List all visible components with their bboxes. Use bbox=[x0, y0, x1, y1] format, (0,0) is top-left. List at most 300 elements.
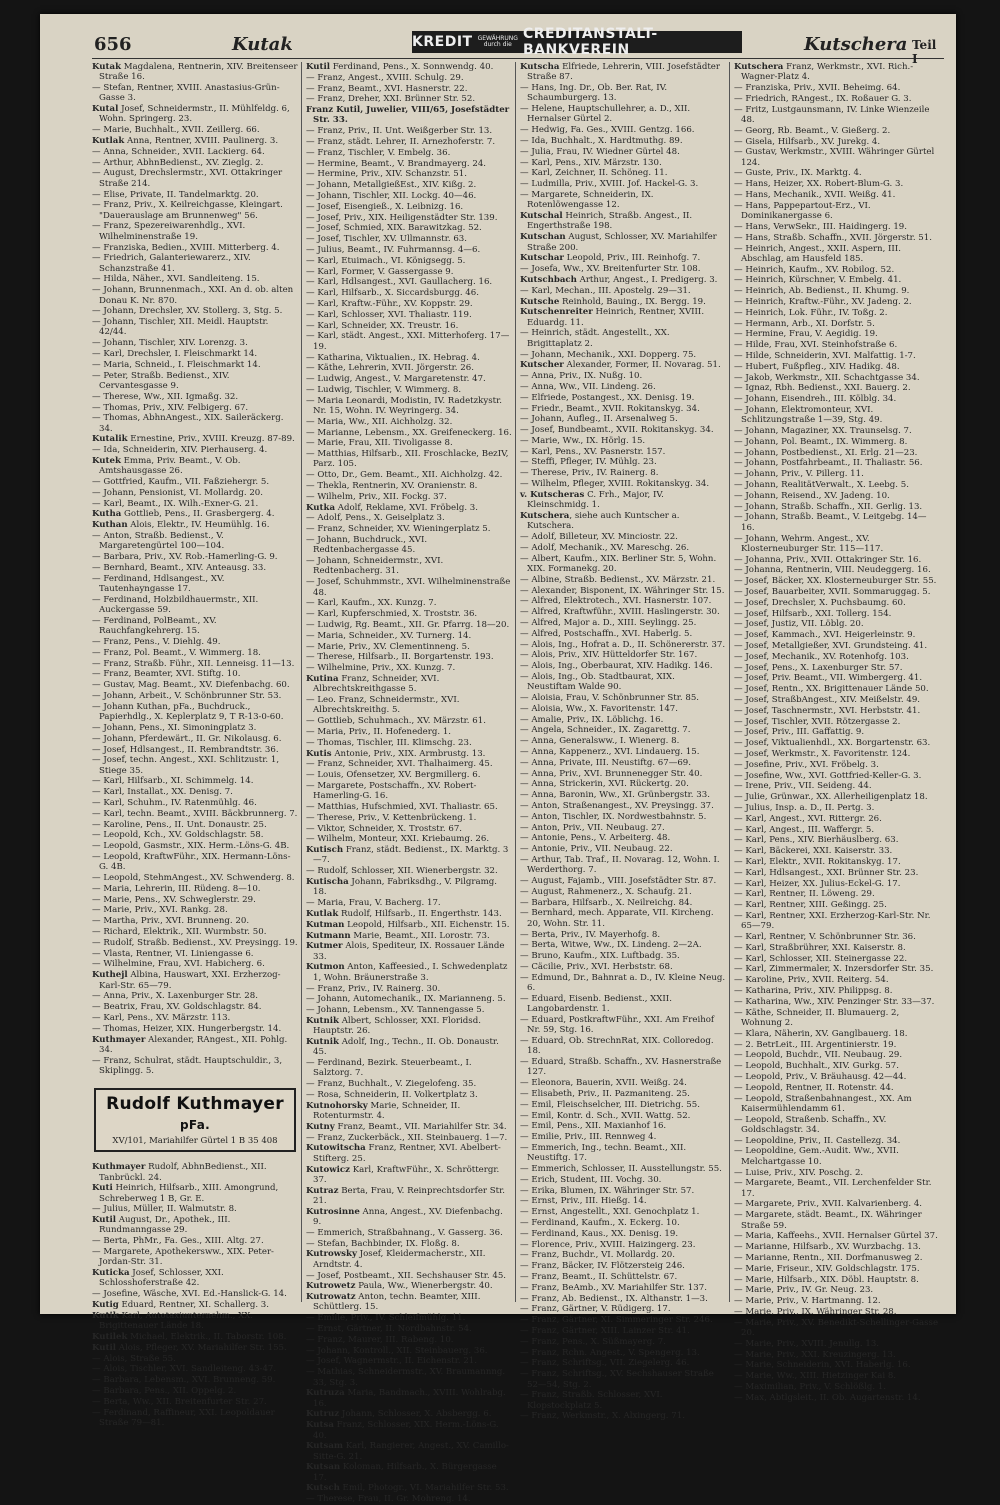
entry-details: — Margarete, Priv., XVII. Kalvarienberg. 4. bbox=[734, 1199, 923, 1210]
directory-entry bbox=[306, 363, 512, 373]
directory-entry bbox=[306, 770, 512, 780]
directory-entry bbox=[306, 148, 512, 158]
directory-entry bbox=[92, 1056, 298, 1077]
entry-details: — Ida, Buchhalt., X. Hardtmuthg. 89. bbox=[520, 136, 683, 147]
entry-details: — Marie, Priv., XVI. Rankg. 28. bbox=[92, 905, 228, 916]
directory-entry bbox=[306, 169, 512, 179]
entry-surname: Kutlak bbox=[306, 908, 339, 919]
entry-details: — Emil, Pens., XII. Maxianhof 16. bbox=[520, 1121, 667, 1132]
directory-entry bbox=[734, 275, 940, 285]
directory-entry bbox=[306, 695, 512, 716]
directory-entry bbox=[734, 771, 940, 781]
column-divider bbox=[301, 62, 302, 1302]
entry-surname: Kutilek bbox=[92, 1331, 128, 1342]
entry-details: Rudolf, Hilfsarb., II. Engerthstr. 143. bbox=[338, 908, 502, 919]
entry-details: — Hans, Mechanik., XVII. Weißg. 41. bbox=[734, 190, 896, 201]
directory-entry bbox=[92, 669, 298, 679]
entry-details: — Johanna, Rentnerin, VIII. Neudeggerg. 16. bbox=[734, 565, 931, 576]
directory-entry bbox=[306, 481, 512, 491]
entry-details: — Stefan, Bachbinder, IX. Floßg. 8. bbox=[306, 1238, 460, 1249]
entry-surname: Kutrosinne bbox=[306, 1206, 360, 1217]
entry-details: — Johann, Elektromonteur, XVI. Schlitzungstraße 1—39, Stg. 49. bbox=[734, 405, 883, 426]
directory-entry bbox=[520, 1304, 726, 1314]
entry-details: — Anna, Generalsww., I. Wienerg. 8. bbox=[520, 736, 680, 747]
entry-details: — Mathias, Schneidermstr., XV. Braumannng. 33, Stg. 3. bbox=[306, 1367, 506, 1388]
entry-details: — Margarete, Apothekersww., XIX. Peter-Jordan-Str. 31. bbox=[92, 1247, 274, 1268]
directory-entry bbox=[306, 1335, 512, 1345]
entry-surname: Kutrowetz bbox=[306, 1281, 356, 1292]
entry-details: Maria, Bandmach., XVIII. Wohlrabg. 16. bbox=[313, 1388, 506, 1409]
entry-details: — Anna, Priv., IX. Nußg. 10. bbox=[520, 371, 643, 382]
entry-details: — Josef, Priv. Beamt., VII. Wimbergerg. 41. bbox=[734, 673, 923, 684]
entry-details: — Maria, Schneider., XV. Turnerg. 14. bbox=[306, 630, 472, 641]
directory-entry bbox=[306, 524, 512, 534]
directory-entry bbox=[520, 1250, 726, 1260]
entry-details: — Franz, Bäcker, IV. Flötzersteig 246. bbox=[520, 1261, 685, 1272]
directory-entry bbox=[306, 1090, 512, 1100]
entry-details: — Barbara, Lebensm., XVI. Brunneng. 59. bbox=[92, 1375, 276, 1386]
entry-details: — Maria, Frau, V. Bacherg. 17. bbox=[306, 898, 441, 909]
entry-details: — Arthur, Tab. Traf., II. Novarag. 12, Wohn. I. Werderthorg. 7. bbox=[520, 854, 720, 876]
entry-details: Alois, Pfleger, XV. Mariahilfer Str. 155. bbox=[116, 1342, 287, 1353]
directory-entry bbox=[306, 492, 512, 502]
directory-entry bbox=[92, 306, 298, 316]
directory-entry bbox=[734, 1136, 940, 1146]
directory-entry bbox=[520, 693, 726, 703]
directory-entry bbox=[306, 1186, 512, 1207]
directory-entry bbox=[734, 201, 940, 222]
entry-details: — Josef, Hilfsarb., XXI. Tollerg. 154. bbox=[734, 608, 892, 619]
entry-details: C. Frh., Major, IV. Kleinschmidg. 1. bbox=[527, 489, 664, 511]
directory-entry bbox=[92, 830, 298, 840]
directory-entry bbox=[734, 426, 940, 436]
entry-details: — Vlasta, Rentner, VI. Liniengasse 6. bbox=[92, 948, 254, 959]
directory-entry bbox=[520, 672, 726, 693]
directory-entry bbox=[92, 1311, 298, 1332]
entry-details: — Franz, Gärtner, XI. Simmeringer Str. 246. bbox=[520, 1315, 713, 1326]
entry-details: Heinrich, Straßb. Angest., II. Engerthstraße 198. bbox=[527, 211, 693, 232]
column-2 bbox=[306, 62, 512, 1505]
entry-details: — Hans, VerwSekr., III. Haidingerg. 19. bbox=[734, 221, 907, 232]
directory-entry bbox=[520, 855, 726, 876]
entry-details: — Guste, Priv., IX. Marktg. 4. bbox=[734, 168, 862, 179]
directory-entry bbox=[306, 62, 512, 72]
entry-details: — Thomas, AbhnAngest., XIX. Saileräckerg. 34. bbox=[92, 413, 284, 434]
entry-surname: Kutschan bbox=[520, 232, 566, 243]
entry-details: — Johanna, Priv., XVII. Ottakringer Str. 16. bbox=[734, 554, 922, 565]
entry-details: Leopold, Priv., III. Reinhofg. 7. bbox=[563, 253, 701, 264]
entry-details: — Ferdinand, Kaus., XX. Denisg. 19. bbox=[520, 1228, 679, 1239]
entry-details: — Otto, Dr., Gem. Beamt., XII. Aichholzg. 42. bbox=[306, 470, 503, 481]
entry-details: — Matthias, Hufschmied, XVI. Thaliastr. 65. bbox=[306, 801, 498, 812]
entry-details: — Hans, Heizer, XX. Robert-Blum-G. 3. bbox=[734, 179, 904, 190]
directory-entry bbox=[734, 480, 940, 490]
entry-details: — Anna, Ww., VII. Lindeng. 26. bbox=[520, 381, 656, 392]
entry-details: — Marie, Ww., XIII. Hietzinger Kai 8. bbox=[734, 1371, 897, 1382]
entry-details: — Johann, Postbedienst., XI. Erlg. 21—23. bbox=[734, 447, 918, 458]
entry-surname: Kutik bbox=[92, 1310, 119, 1321]
entry-details: — Thomas, Heizer, XIX. Hungerbergstr. 14. bbox=[92, 1023, 282, 1034]
directory-entry bbox=[734, 1382, 940, 1392]
directory-entry bbox=[520, 1411, 726, 1421]
directory-entry bbox=[92, 371, 298, 392]
entry-details: — Josef, Tischler, XVII. Rötzergasse 2. bbox=[734, 716, 901, 727]
directory-entry bbox=[734, 555, 940, 565]
directory-entry bbox=[734, 340, 940, 350]
directory-entry bbox=[92, 884, 298, 894]
directory-entry bbox=[520, 1121, 726, 1131]
entry-details: — Therese, Hilfsarb., II. Borgartenstr. 193. bbox=[306, 652, 494, 663]
entry-details: — Beatrix, Frau, XV. Goldschlagstr. 84. bbox=[92, 1002, 262, 1013]
directory-entry bbox=[734, 619, 940, 629]
entry-surname: Kutschbach bbox=[520, 274, 577, 285]
directory-entry bbox=[306, 1409, 512, 1419]
directory-entry bbox=[306, 631, 512, 641]
directory-entry bbox=[92, 873, 298, 883]
directory-entry bbox=[306, 1165, 512, 1186]
directory-entry bbox=[734, 190, 940, 200]
directory-entry bbox=[92, 1343, 298, 1353]
directory-entry bbox=[734, 652, 940, 662]
directory-entry bbox=[520, 253, 726, 263]
entry-details: — Josefine, Priv., XVI. Fröbelg. 3. bbox=[734, 759, 879, 770]
directory-entry bbox=[734, 168, 940, 178]
ad-suffix: pFa. bbox=[180, 1118, 210, 1133]
entry-surname: Kutscha bbox=[520, 62, 560, 72]
entry-details: Ferdinand, Pens., X. Sonnwendg. 40. bbox=[330, 62, 494, 72]
entry-details: — Johann, Pens., XI. Simoningplatz 3. bbox=[92, 722, 257, 733]
directory-entry bbox=[520, 876, 726, 886]
entry-details: — Karl, Heizer, XX. Julius-Eckel-G. 17. bbox=[734, 878, 901, 889]
entry-details: — Steffi, Pfleger, IV. Mühlg. 23. bbox=[520, 457, 657, 468]
directory-entry bbox=[734, 986, 940, 996]
directory-entry bbox=[734, 362, 940, 372]
entry-details: — Franz, Spezereiwarenhdlg., XVI. Wilhelminenstraße 19. bbox=[92, 221, 246, 242]
entry-details: — August, Drechslermstr., XVI. Ottakringer Straße 214. bbox=[92, 168, 283, 189]
directory-entry bbox=[92, 413, 298, 434]
directory-entry bbox=[520, 382, 726, 392]
directory-page bbox=[40, 14, 956, 1505]
entry-details: — Josef, Drechsler, X. Puchsbaumg. 60. bbox=[734, 597, 906, 608]
entry-details: — Adolf, Billeteur, XV. Minciostr. 22. bbox=[520, 532, 678, 543]
entry-details: — Wilhelm, Monteur, XXI. Kriebaumg. 26. bbox=[306, 834, 490, 845]
directory-entry bbox=[520, 307, 726, 328]
directory-entry bbox=[520, 747, 726, 757]
entry-details: — Karl, städt. Angest., XXI. Mitterhoferg. 17—19. bbox=[306, 331, 510, 352]
directory-entry bbox=[306, 813, 512, 823]
directory-entry bbox=[92, 616, 298, 637]
directory-entry bbox=[734, 1178, 940, 1199]
directory-entry bbox=[306, 84, 512, 94]
entry-details: — Erika, Blumen, IX. Währinger Str. 57. bbox=[520, 1185, 695, 1196]
entry-surname: Kutmann bbox=[306, 930, 351, 941]
entry-surname: Kutsche bbox=[520, 296, 560, 307]
directory-entry bbox=[520, 1132, 726, 1142]
entry-details: — Eduard, Straßb. Schaffn., XV. Hasnerstraße 127. bbox=[520, 1057, 722, 1078]
entry-details: — Gustav, Werkmstr., XVIII. Währinger Gürtel 124. bbox=[734, 147, 935, 168]
entry-details: — Johann, Tischler, XII. Meidl. Hauptstr. 42/44. bbox=[92, 317, 269, 338]
directory-entry bbox=[306, 642, 512, 652]
entry-surname: Kuti bbox=[92, 1183, 113, 1194]
directory-entry bbox=[734, 126, 940, 136]
directory-entry bbox=[520, 179, 726, 189]
entry-details: Franz, Schneider, XVI. Albrechtskreithgasse 5. bbox=[313, 673, 440, 695]
entry-details: — Klara, Näherin, XV. Ganglbauerg. 18. bbox=[734, 1028, 908, 1039]
entry-details: — Aloisia, Frau, V. Schönbrunner Str. 85. bbox=[520, 693, 700, 704]
directory-entry bbox=[520, 736, 726, 746]
entry-details: — Ferdinand, PolBeamt., XV. Rauchfangkehrerg. 15. bbox=[92, 615, 217, 637]
entry-details: — Leopoldine, Gem.-Audit. Ww., XVII. Melchartgasse 10. bbox=[734, 1146, 899, 1167]
directory-entry bbox=[306, 234, 512, 244]
entry-details: — Marianne, Lebensm., XX. Greifeneckerg. 16. bbox=[306, 427, 512, 438]
directory-entry bbox=[734, 491, 940, 501]
directory-entry bbox=[520, 994, 726, 1015]
directory-entry bbox=[520, 844, 726, 854]
entry-details: — Karl, Beamt., IX. Wilh.-Exner-G. 21. bbox=[92, 498, 259, 509]
entry-details: — Anna, Kappenerz., XVI. Lindauerg. 15. bbox=[520, 747, 700, 757]
directory-entry bbox=[520, 1261, 726, 1271]
directory-entry bbox=[734, 1242, 940, 1252]
directory-entry bbox=[734, 244, 940, 265]
directory-entry bbox=[520, 232, 726, 253]
entry-details: — Karl, Schuhm., IV. Ratenmühlg. 46. bbox=[92, 797, 257, 808]
directory-entry bbox=[92, 1300, 298, 1310]
directory-entry bbox=[306, 1271, 512, 1281]
directory-entry bbox=[306, 267, 512, 277]
entry-details: — Hermann, Arb., XI. Dorfstr. 5. bbox=[734, 318, 875, 329]
directory-entry bbox=[92, 1364, 298, 1374]
directory-entry bbox=[734, 630, 940, 640]
entry-details: — Alois, Priv., XIV. Hütteldorfer Str. 167. bbox=[520, 650, 698, 661]
directory-entry bbox=[734, 889, 940, 899]
entry-details: — Karoline, Priv., XVII. Reiterg. 54. bbox=[734, 975, 889, 986]
entry-details: — Josef, Metallgießer, XVI. Grundsteing. 41. bbox=[734, 641, 928, 652]
directory-entry bbox=[306, 1133, 512, 1143]
entry-details: — Ida, Schneiderin, XIV. Pierhauserg. 4. bbox=[92, 445, 268, 456]
entry-details: — Franz, BeAmb., XV. Mariahilfer Str. 137. bbox=[520, 1282, 707, 1293]
entry-details: — Hermine, Priv., XIV. Schanzstr. 51. bbox=[306, 169, 467, 180]
directory-entry bbox=[734, 868, 940, 878]
entry-details: — Franz, Gärtner, V. Rüdigerg. 17. bbox=[520, 1304, 671, 1315]
entry-details: — Emmerich, Ing., techn. Beamt., XII. Neustiftg. 17. bbox=[520, 1142, 687, 1164]
directory-entry bbox=[520, 596, 726, 606]
directory-entry bbox=[306, 1356, 512, 1366]
entry-details: — Käthe, Lehrerin, XVII. Jörgerstr. 26. bbox=[306, 363, 474, 374]
directory-entry bbox=[734, 458, 940, 468]
entry-surname: Kuticka bbox=[92, 1268, 130, 1279]
entry-details: — Johann, Priv., V. Pillerg. 11. bbox=[734, 469, 864, 480]
directory-entry bbox=[92, 200, 298, 221]
entry-details: — Thomas, Tischler, III. Klimschg. 23. bbox=[306, 737, 472, 748]
entry-details: — Friedrich, RAngest., IX. Roßauer G. 3. bbox=[734, 93, 912, 104]
entry-surname: Kutischa bbox=[306, 877, 349, 888]
directory-entry bbox=[734, 1029, 940, 1039]
entry-details: — Johann, Mechanik., XXI. Dopperg. 75. bbox=[520, 349, 697, 360]
entry-details: — Karl, Hdlsangest., XXI. Brünner Str. 23. bbox=[734, 867, 919, 878]
entry-details: — Margarete, Postschaffn., XV. Robert-Hamerling-G. 16. bbox=[306, 780, 477, 802]
entry-details: — Ferdinand, Raffineur, XXI. Leopoldauer Straße 79—81. bbox=[92, 1407, 275, 1428]
directory-entry bbox=[306, 1005, 512, 1015]
directory-entry bbox=[734, 448, 940, 458]
entry-details: — Berta, Priv., IV. Mayerhofg. 8. bbox=[520, 929, 661, 940]
directory-entry bbox=[520, 887, 726, 897]
column-divider bbox=[729, 62, 730, 1302]
entry-details: — Karl, Zeichner, II. Schöneg. 11. bbox=[520, 168, 668, 179]
directory-entry bbox=[92, 841, 298, 851]
directory-entry bbox=[92, 595, 298, 616]
entry-details: — Josef, Justiz, VII. Löblg. 20. bbox=[734, 619, 864, 630]
entry-surname: Kutal bbox=[92, 104, 119, 115]
directory-entry bbox=[520, 211, 726, 232]
entry-details: — Ferdinand, Bezirk. Steuerbeamt., I. Salztorg. 7. bbox=[306, 1058, 472, 1079]
entry-details: — Maria, Kaffeehs., XVII. Hernalser Gürtel 37. bbox=[734, 1231, 938, 1242]
directory-entry bbox=[734, 1307, 940, 1317]
entry-details: — Karl, Elektr., XVII. Rokitanskyg. 17. bbox=[734, 856, 901, 867]
entry-details: — Johann Kuthan, pFa., Buchdruck., Papierhdlg., X. Keplerplatz 9, T R-13-0-60. bbox=[92, 701, 284, 723]
directory-entry bbox=[734, 1168, 940, 1178]
entry-details: — Antonie, Priv., VII. Neubaug. 22. bbox=[520, 844, 673, 855]
directory-entry bbox=[520, 168, 726, 178]
directory-entry bbox=[92, 1247, 298, 1268]
directory-entry bbox=[734, 137, 940, 147]
entry-details: — Ferdinand, Kaufm., X. Eckerg. 10. bbox=[520, 1218, 680, 1229]
directory-entry bbox=[520, 1186, 726, 1196]
entry-details: — Johann, Reisend., XV. Jadeng. 10. bbox=[734, 490, 890, 501]
entry-details: — Franz, Schulrat, städt. Hauptschuldir., 3, Skiplingg. 5. bbox=[92, 1055, 283, 1076]
directory-entry bbox=[306, 310, 512, 320]
directory-entry bbox=[520, 1326, 726, 1336]
entry-details: — Louis, Ofensetzer, XV. Bergmillerg. 6. bbox=[306, 770, 481, 781]
entry-details: — Franz, Schneider, XV. Wieningerplatz 5. bbox=[306, 524, 491, 535]
directory-entry bbox=[520, 275, 726, 285]
entry-details: — Ferdinand, Holzbildhauermstr., XII. Auckergasse 59. bbox=[92, 594, 259, 616]
entry-details: — Peter, Straßb. Bedienst., XIV. Cervantesgasse 9. bbox=[92, 370, 230, 391]
directory-entry bbox=[734, 1061, 940, 1071]
directory-entry bbox=[92, 1002, 298, 1012]
entry-details: — Rudolf, Schlosser, XII. Wienerbergstr. 32. bbox=[306, 866, 498, 877]
directory-entry bbox=[520, 790, 726, 800]
entry-details: — Franz, Schneider, XVI. Thalhaimerg. 45. bbox=[306, 759, 493, 770]
entry-details: — Franziska, Bedien., XVIII. Mitterberg. 4. bbox=[92, 242, 280, 253]
entry-details: — Johann, MetallgießEst., XIV. Kißg. 2. bbox=[306, 180, 477, 191]
entry-details: — August, Rahmenerz., X. Schaufg. 21. bbox=[520, 886, 692, 897]
entry-surname: v. Kutscheras bbox=[520, 489, 585, 500]
directory-entry bbox=[520, 812, 726, 822]
directory-entry bbox=[734, 297, 940, 307]
directory-entry bbox=[92, 253, 298, 274]
directory-entry bbox=[734, 394, 940, 404]
directory-entry bbox=[92, 895, 298, 905]
directory-entry bbox=[92, 62, 298, 83]
directory-entry bbox=[520, 1315, 726, 1325]
directory-entry bbox=[734, 512, 940, 533]
directory-entry bbox=[520, 1175, 726, 1185]
directory-entry bbox=[306, 781, 512, 802]
entry-details: — Josef, Priv., XIX. Heiligenstädter Str. 139. bbox=[306, 212, 498, 223]
entry-details: — Johann, Magaziner, XX. Traunselsg. 7. bbox=[734, 426, 912, 437]
directory-entry bbox=[92, 221, 298, 242]
directory-entry bbox=[306, 288, 512, 298]
entry-details: Franz, Rentner, XVI. Abelbert-Stifterg. 25. bbox=[313, 1143, 501, 1164]
entry-surname: Kutschal bbox=[520, 211, 563, 222]
directory-entry bbox=[734, 879, 940, 889]
directory-entry bbox=[520, 650, 726, 660]
entry-details: — Heinrich, städt. Angestellt., XX. Brigittaplatz 2. bbox=[520, 328, 670, 349]
directory-entry bbox=[92, 1289, 298, 1299]
entry-details: — Johann, Brunnenmach., XXI. An d. ob. alten Donau K. Nr. 870. bbox=[92, 285, 294, 306]
entry-details: — Anna, Baronin, Ww., XI. Grünbergstr. 33. bbox=[520, 790, 710, 801]
entry-details: Karl, KraftwFühr., X. Schröttergr. 37. bbox=[313, 1164, 500, 1185]
directory-entry bbox=[734, 997, 940, 1007]
entry-details: — Alois, Ing., Oberbaurat, XIV. Hadikg. 146. bbox=[520, 661, 713, 672]
directory-entry bbox=[306, 738, 512, 748]
banner-small-text bbox=[478, 36, 518, 48]
entry-details: — Franz, Straßb. Schlosser, XVI. Klopstockplatz 5. bbox=[520, 1390, 663, 1411]
entry-details: — Alfred, Elektrotech., XVI. Hasnerstr. 107. bbox=[520, 596, 712, 607]
entry-details: — Josef, Rentn., XX. Brigittenauer Lände 50. bbox=[734, 684, 929, 695]
entry-details: — Franz, Pol. Beamt., V. Wimmerg. 18. bbox=[92, 647, 261, 658]
entry-details: — Gottlieb, Schuhmach., XV. Märzstr. 61. bbox=[306, 716, 486, 727]
directory-entry bbox=[734, 792, 940, 802]
entry-details: — Karl, Pens., XIV. Märzstr. 130. bbox=[520, 157, 662, 168]
directory-entry bbox=[734, 1285, 940, 1295]
entry-surname: Kutschar bbox=[520, 253, 564, 264]
entry-details: — Johann, Lebensm., XV. Tannengasse 5. bbox=[306, 1005, 485, 1016]
entry-surname: Kutnik bbox=[306, 1037, 339, 1048]
entry-details: — Franz, Maurer, III. Rabeng. 10. bbox=[306, 1334, 454, 1345]
entry-details: — Johann, Buchdruck., XVI. Redtenbachergasse 45. bbox=[306, 535, 428, 556]
entry-details: — Johann, Pferdewärt., II. Gr. Nikolausg. 6. bbox=[92, 733, 282, 744]
directory-entry bbox=[306, 385, 512, 395]
directory-entry bbox=[734, 437, 940, 447]
directory-entry bbox=[520, 425, 726, 435]
entry-details: — Franz, Beamt., II. Schüttelstr. 67. bbox=[520, 1272, 678, 1283]
entry-details: — Alexander, Bisponent, IX. Währinger Str. 15. bbox=[520, 585, 725, 596]
entry-details: Franz, Beamt., VII. Mariahilfer Str. 34. bbox=[334, 1121, 507, 1132]
directory-entry bbox=[734, 738, 940, 748]
entry-details: — Hermine, Beamt., V. Brandmayerg. 24. bbox=[306, 158, 487, 169]
directory-entry bbox=[520, 286, 726, 296]
entry-details: — Maria Leonardi, Modistin, IV. Radetzkystr. Nr. 15, Wohn. IV. Weyringerg. 34. bbox=[306, 395, 502, 416]
directory-entry bbox=[92, 938, 298, 948]
directory-entry bbox=[306, 321, 512, 331]
entry-details: — Johann, Automechanik., IX. Marianneng. 5. bbox=[306, 994, 506, 1005]
entry-details: — Alois, Ing., Ob. Stadtbaurat, XIX. Neustiftam Walde 90. bbox=[520, 671, 675, 693]
directory-entry bbox=[734, 706, 940, 716]
entry-details: — Ludwig, Rg. Beamt., XII. Gr. Pfarrg. 18—20. bbox=[306, 619, 510, 630]
directory-entry bbox=[520, 1337, 726, 1347]
directory-entry bbox=[734, 964, 940, 974]
entry-details: — Albert, Kaufm., XIX. Berliner Str. 5, Wohn. XIX. Formanekg. 20. bbox=[520, 553, 717, 574]
entry-details: — Alois, Ing., Hofrat a. D., II. Schönererstr. 37. bbox=[520, 639, 726, 650]
directory-entry bbox=[92, 1386, 298, 1396]
directory-entry bbox=[520, 640, 726, 650]
entry-details: — Albine, Straßb. Bedienst., XV. Märzstr. 21. bbox=[520, 574, 716, 585]
entry-details: — Heinrich, Kraftw.-Führ., XV. Jadeng. 2. bbox=[734, 297, 912, 308]
entry-details: — Viktor, Schneider, X. Troststr. 67. bbox=[306, 823, 463, 834]
entry-surname: Kutman bbox=[306, 919, 345, 930]
directory-entry bbox=[520, 136, 726, 146]
entry-details: — Leo. Franz, Schneidermstr., XVI. Albrechtskreithg. 5. bbox=[306, 695, 460, 716]
entry-details: — Edmund, Dr., Bahnrat a. D., IV. Kleine Neug. 6. bbox=[520, 972, 726, 994]
directory-entry bbox=[734, 835, 940, 845]
directory-entry bbox=[734, 62, 940, 83]
entry-details: — Amalie, Priv., IX. Löblichg. 16. bbox=[520, 714, 664, 725]
entry-details: — Jakob, Werkmstr., XII. Schachtgasse 34. bbox=[734, 372, 920, 383]
entry-details: — Leopold, StehmAngest., XV. Schwenderg. 8. bbox=[92, 873, 295, 884]
entry-details: — Matthias, Hilfsarb., XII. Froschlacke, BezIV, Parz. 105. bbox=[306, 449, 509, 470]
entry-details: — Leopold, Straßenb. Schaffn., XV. Goldschlagstr. 34. bbox=[734, 1114, 887, 1135]
